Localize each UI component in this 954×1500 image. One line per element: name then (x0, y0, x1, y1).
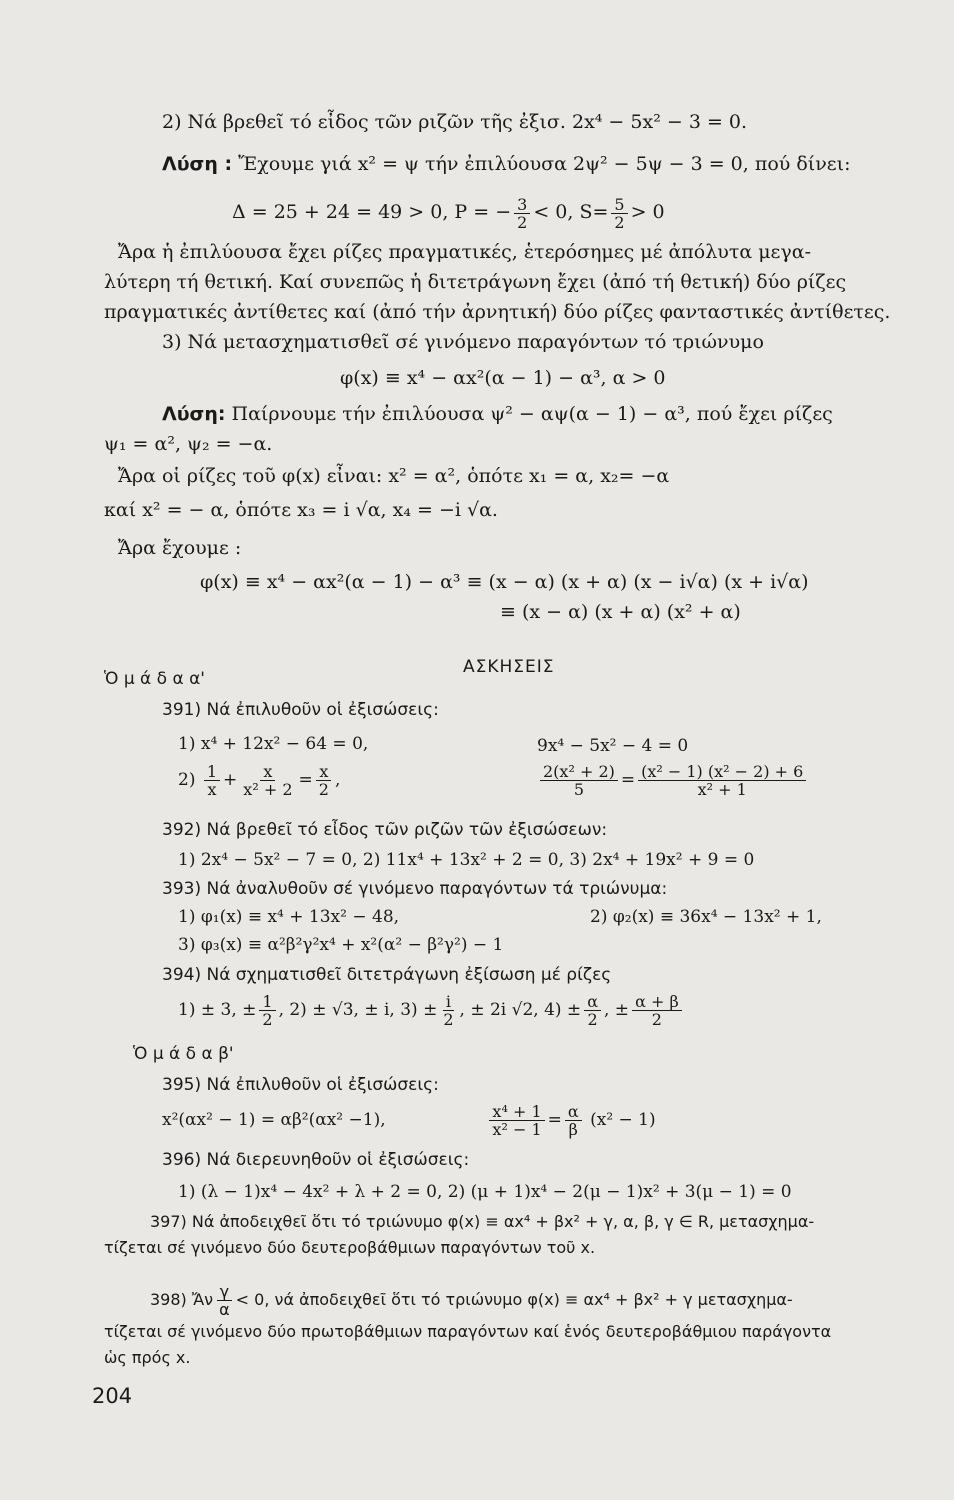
fraction (638, 763, 806, 798)
group-b-label: Ὁ μ ά δ α β' (133, 1044, 234, 1064)
fraction-num: (x² − 1) (x² − 2) + 6 (638, 763, 806, 781)
exercise-397-line-2: τίζεται σέ γινόμενο δύο δευτεροβάθμιων παραγόντων τοῦ x. (104, 1238, 596, 1257)
item-text: 398) Ἄν (150, 1290, 214, 1309)
exercise-395-items (162, 1100, 656, 1140)
exercise-396: 396) Νά διερευνηθοῦν οἱ ἐξισώσεις: (162, 1150, 470, 1170)
fraction-num: i (443, 993, 454, 1011)
exercise-391-1: 1) x⁴ + 12x² − 64 = 0, (178, 734, 369, 754)
delta-text: Δ = 25 + 24 = 49 > 0, P = − (232, 201, 512, 223)
exercise-393-2: 2) φ₂(x) ≡ 36x⁴ − 13x² + 1, (590, 907, 822, 927)
fraction-den: α (219, 1300, 230, 1319)
fraction-num: 1 (204, 763, 220, 781)
fraction (240, 763, 295, 798)
fraction-num: α (584, 993, 601, 1011)
item-text: , 2) ± √3, ± i, 3) ± (278, 1000, 438, 1020)
fraction-den: 2 (651, 1010, 662, 1029)
fraction-den: x² + 2 (243, 780, 293, 799)
paragraph-line: πραγματικές ἀντίθετες καί (ἀπό τήν ἀρνητική) δύο ρίζες φανταστικές ἀντίθετες. (104, 301, 891, 323)
roots-line: ψ₁ = α², ψ₂ = −α. (104, 433, 273, 455)
exercise-391-1b: 9x⁴ − 5x² − 4 = 0 (537, 736, 689, 756)
paragraph-line: Ἄρα οἱ ρίζες τοῦ φ(x) εἶναι: x² = α², ὁπότε x₁ = α, x₂= −α (118, 465, 670, 487)
fraction-num: α + β (632, 993, 682, 1011)
fraction-num: x (316, 763, 331, 781)
fraction-den: x (207, 780, 217, 799)
exercise-398-line-3: ὡς πρός x. (104, 1348, 191, 1367)
item-text: (x² − 1) (590, 1110, 656, 1130)
item-text: 1) ± 3, ± (178, 1000, 257, 1020)
exercise-393: 393) Νά ἀναλυθοῦν σέ γινόμενο παραγόντων τά τριώνυμα: (162, 879, 668, 899)
exercise-398 (150, 1280, 793, 1320)
factorization-line-1: φ(x) ≡ x⁴ − αx²(α − 1) − α³ ≡ (x − α) (x + α) (x − i√α) (x + i√α) (200, 571, 809, 593)
item-number: 2) (178, 770, 196, 790)
fraction-den: 2 (517, 212, 528, 232)
item-text: < 0, νά ἀποδειχθεῖ ὅτι τό τριώνυμο φ(x) ≡ αx⁴ + βx² + γ μετασχημα- (235, 1290, 793, 1309)
item-text: = (547, 1110, 562, 1130)
exercise-397: 397) Νά ἀποδειχθεῖ ὅτι τό τριώνυμο φ(x) ≡ αx⁴ + βx² + γ, α, β, γ ∈ R, μετασχημα- (150, 1212, 815, 1231)
fraction-den: 2 (614, 212, 625, 232)
fraction (489, 1103, 544, 1138)
fraction (259, 993, 275, 1028)
fraction-num: x⁴ + 1 (489, 1103, 544, 1121)
example-2-heading: 2) Νά βρεθεῖ τό εἶδος τῶν ριζῶν τῆς ἐξισ. 2x⁴ − 5x² − 3 = 0. (162, 111, 748, 133)
exercise-394-items (178, 990, 685, 1030)
item-text: , ± (604, 1000, 630, 1020)
fraction (216, 1283, 233, 1318)
fraction-num: 2(x² + 2) (540, 763, 618, 781)
exercise-394: 394) Νά σχηματισθεῖ διτετράγωνη ἐξίσωση μέ ρίζες (162, 965, 612, 985)
fraction-num: 1 (259, 993, 275, 1011)
fraction-den: 5 (573, 780, 585, 799)
fraction-num: 5 (611, 196, 627, 214)
item-text: x²(αx² − 1) = αβ²(αx² −1), (162, 1110, 386, 1130)
paragraph-line: Ἄρα ἔχουμε : (118, 537, 242, 559)
solution-text: Παίρνουμε τήν ἐπιλύουσα ψ² − αψ(α − 1) − α³, πού ἔχει ρίζες (231, 403, 833, 425)
fraction-den: β (568, 1120, 578, 1139)
exercise-396-items: 1) (λ − 1)x⁴ − 4x² + λ + 2 = 0, 2) (μ + 1)x⁴ − 2(μ − 1)x² + 3(μ − 1) = 0 (178, 1182, 792, 1202)
item-text: , ± 2i √2, 4) ± (459, 1000, 582, 1020)
exercise-393-3: 3) φ₃(x) ≡ α²β²γ²x⁴ + x²(α² − β²γ²) − 1 (178, 935, 504, 955)
example-3-solution (162, 402, 833, 426)
fraction (540, 763, 618, 798)
fraction-num: x (260, 763, 275, 781)
solution-text: Ἔχουμε γιά x² = ψ τήν ἐπιλύουσα 2ψ² − 5ψ − 3 = 0, πού δίνει: (238, 153, 851, 175)
fraction (316, 763, 332, 798)
paragraph-line: Ἄρα ἡ ἐπιλύουσα ἔχει ρίζες πραγματικές, ἑτερόσημες μέ ἀπόλυτα μεγα- (118, 241, 812, 263)
fraction-p (514, 196, 530, 231)
fraction-num: α (565, 1103, 582, 1121)
fraction-num: 3 (514, 196, 530, 214)
solution-label: Λύση : (162, 153, 233, 175)
exercise-391: 391) Νά ἐπιλυθοῦν οἱ ἐξισώσεις: (162, 700, 439, 720)
group-a-label: Ὁ μ ά δ α α' (104, 669, 205, 689)
exercise-391-2: 2) $\frac{1}{x}$ + $\frac{x}{\text{x² + 2}}$ = $\frac{x}{2}$ , (178, 762, 341, 799)
discriminant-formula (232, 192, 665, 232)
fraction-den: 2 (443, 1010, 454, 1029)
end-text: > 0 (630, 201, 665, 223)
paragraph-line: καί x² = − α, ὁπότε x₃ = i √α, x₄ = −i √α. (104, 499, 498, 521)
example-2-solution (162, 152, 851, 176)
exercises-title: ΑΣΚΗΣΕΙΣ (463, 657, 555, 677)
fraction-den: 2 (318, 780, 329, 799)
fraction (204, 763, 220, 798)
fraction (440, 993, 456, 1028)
factorization-line-2: ≡ (x − α) (x + α) (x² + α) (500, 601, 741, 623)
fraction (632, 993, 682, 1028)
exercise-395: 395) Νά ἐπιλυθοῦν οἱ ἐξισώσεις: (162, 1075, 439, 1095)
example-3-heading: 3) Νά μετασχηματισθεῖ σέ γινόμενο παραγόντων τό τριώνυμο (162, 331, 764, 353)
fraction-den: 2 (587, 1010, 598, 1029)
exercise-398-line-2: τίζεται σέ γινόμενο δύο πρωτοβάθμιων παραγόντων καί ἑνός δευτεροβάθμιου παράγοντα (104, 1322, 832, 1341)
fraction-num: γ (217, 1283, 232, 1301)
solution-label: Λύση: (162, 403, 226, 425)
fraction (565, 1103, 582, 1138)
fraction (584, 993, 601, 1028)
fraction-den: x² + 1 (697, 780, 747, 799)
fraction-den: 2 (262, 1010, 273, 1029)
mid-text: < 0, S= (533, 201, 609, 223)
exercise-391-2b: $\frac{\text{2(x² + 2)}}{5}$ = $\frac{\text{(x² − 1) (x² − 2) + 6}}{\text{x² + 1}}$ (537, 760, 809, 800)
fraction-den: x² − 1 (492, 1120, 542, 1139)
exercise-392-items: 1) 2x⁴ − 5x² − 7 = 0, 2) 11x⁴ + 13x² + 2 = 0, 3) 2x⁴ + 19x² + 9 = 0 (178, 850, 755, 870)
exercise-392: 392) Νά βρεθεῖ τό εἶδος τῶν ριζῶν τῶν ἐξισώσεων: (162, 820, 608, 840)
exercise-393-1: 1) φ₁(x) ≡ x⁴ + 13x² − 48, (178, 907, 400, 927)
page-number: 204 (92, 1384, 133, 1408)
fraction-s (611, 196, 627, 231)
example-3-equation: φ(x) ≡ x⁴ − αx²(α − 1) − α³, α > 0 (340, 367, 666, 389)
paragraph-line: λύτερη τή θετική. Καί συνεπῶς ἡ διτετράγωνη ἔχει (ἀπό τή θετική) δύο ρίζες (104, 271, 847, 293)
